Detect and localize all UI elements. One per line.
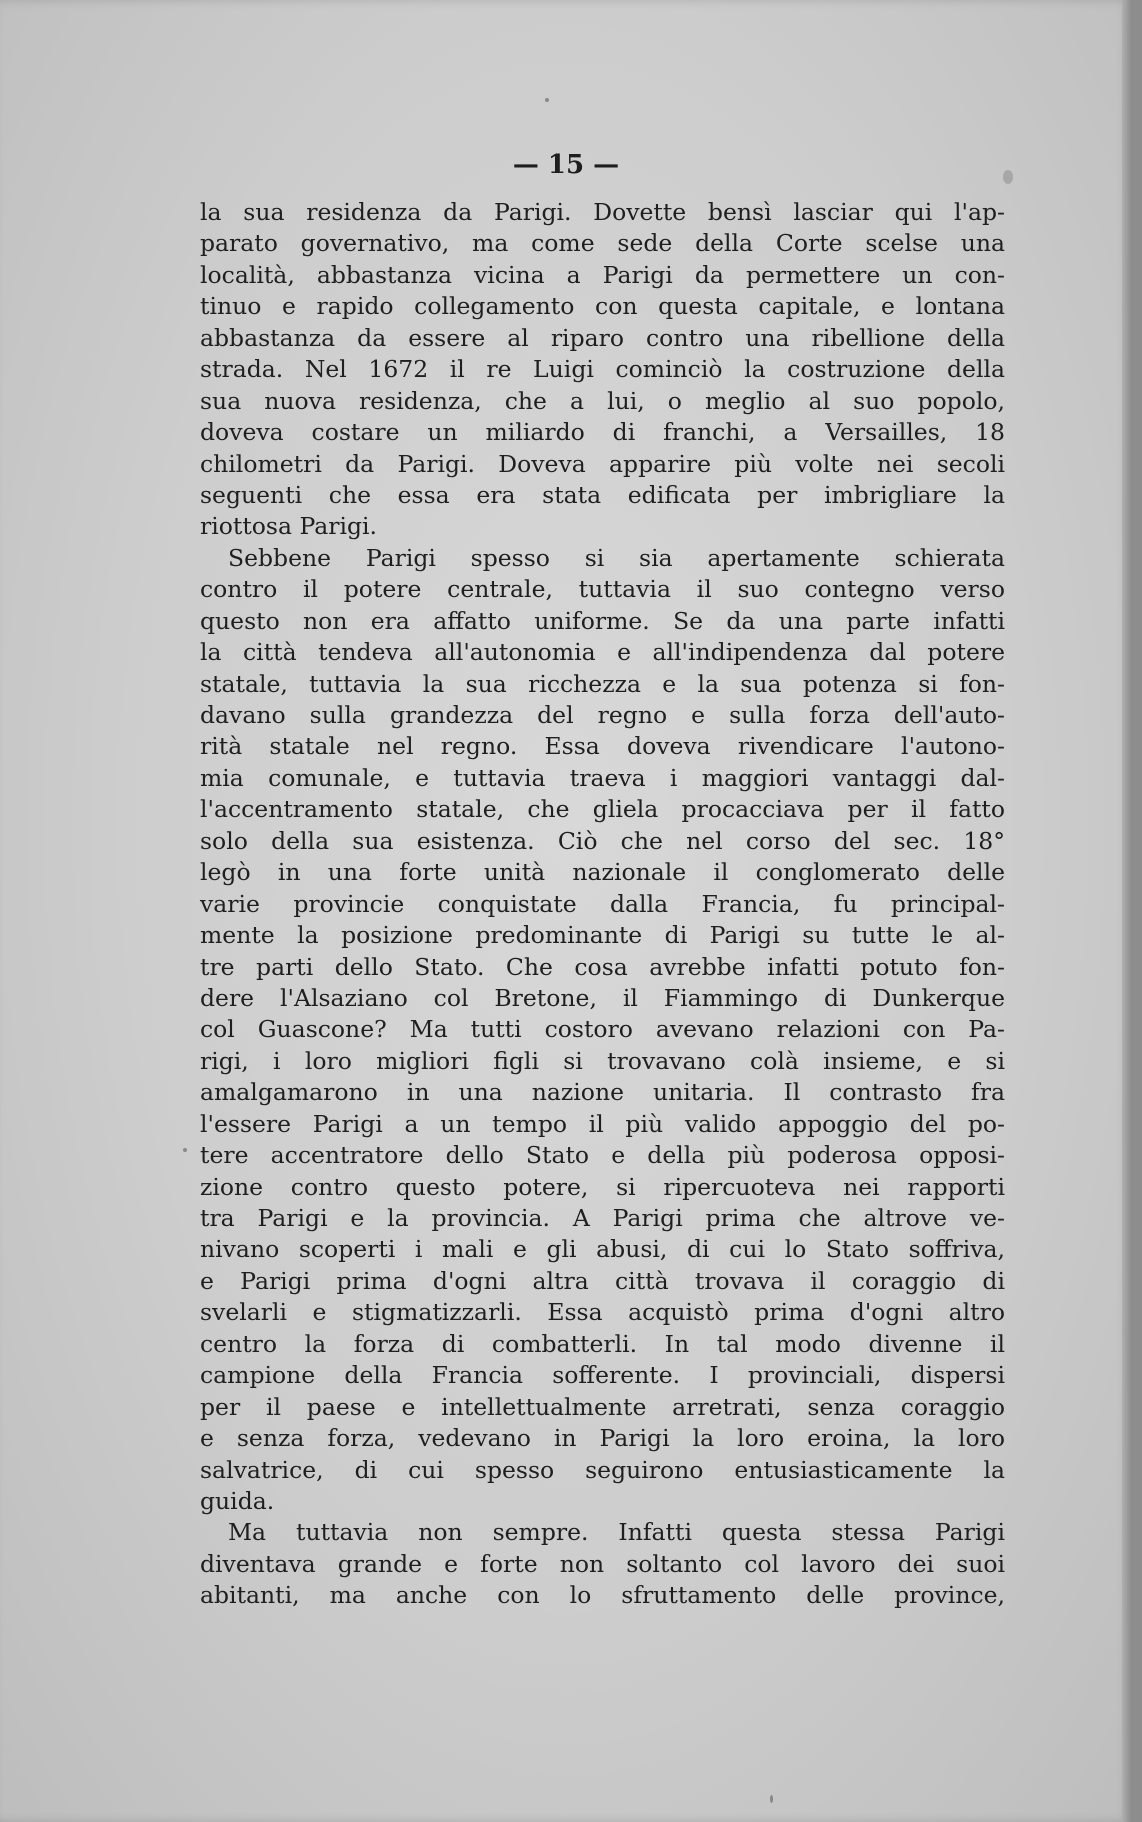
text-line: svelarli e stigmatizzarli. Essa acquistò prima d'ogni altro	[200, 1298, 1005, 1327]
text-line: la sua residenza da Parigi. Dovette bensì lasciar qui l'ap-	[200, 198, 1005, 226]
text-line: l'essere Parigi a un tempo il più valido appoggio del po-	[200, 1109, 1005, 1138]
paper-speck	[1003, 170, 1013, 184]
text-line: abbastanza da essere al riparo contro una ribellione della	[200, 323, 1005, 352]
text-line: riottosa Parigi.	[200, 512, 378, 541]
text-line: località, abbastanza vicina a Parigi da permettere un con-	[200, 260, 1005, 289]
text-line: dere l'Alsaziano col Bretone, il Fiammingo di Dunkerque	[200, 983, 1005, 1012]
text-line: Sebbene Parigi spesso si sia apertamente schierata	[228, 543, 1005, 572]
text-line: doveva costare un miliardo di franchi, a Versailles, 18	[200, 418, 1005, 447]
text-line: per il paese e intellettualmente arretrati, senza coraggio	[200, 1392, 1005, 1421]
text-line: abitanti, ma anche con lo sfruttamento delle province,	[200, 1581, 1005, 1610]
text-line: salvatrice, di cui spesso seguirono entusiasticamente la	[200, 1455, 1005, 1484]
text-line: tra Parigi e la provincia. A Parigi prima che altrove ve-	[200, 1204, 1005, 1232]
text-line: tere accentratore dello Stato e della più poderosa opposi-	[200, 1141, 1005, 1170]
text-line: varie provincie conquistate dalla Francia, fu principal-	[200, 889, 1005, 918]
text-line: rità statale nel regno. Essa doveva rivendicare l'autono-	[200, 732, 1005, 761]
page-edge	[1122, 0, 1132, 1822]
text-line: mia comunale, e tuttavia traeva i maggiori vantaggi dal-	[200, 763, 1005, 792]
text-line: e senza forza, vedevano in Parigi la loro eroina, la loro	[200, 1424, 1005, 1453]
text-line: seguenti che essa era stata edificata per imbrigliare la	[200, 480, 1005, 509]
paper-speck	[770, 1795, 773, 1803]
paper-speck	[183, 1148, 187, 1152]
text-line: l'accentramento statale, che gliela procacciava per il fatto	[200, 795, 1005, 824]
text-line: guida.	[200, 1486, 275, 1515]
text-line: solo della sua esistenza. Ciò che nel corso del sec. 18°	[200, 826, 1005, 855]
text-line: statale, tuttavia la sua ricchezza e la sua potenza si fon-	[200, 669, 1005, 698]
text-line: rigi, i loro migliori figli si trovavano colà insieme, e si	[200, 1046, 1005, 1075]
text-line: legò in una forte unità nazionale il conglomerato delle	[200, 858, 1005, 887]
text-line: chilometri da Parigi. Doveva apparire più volte nei secoli	[200, 449, 1005, 478]
text-line: col Guascone? Ma tutti costoro avevano relazioni con Pa-	[200, 1015, 1005, 1044]
paper-speck	[545, 98, 549, 102]
text-line: Ma tuttavia non sempre. Infatti questa stessa Parigi	[228, 1518, 1005, 1547]
text-line: questo non era affatto uniforme. Se da una parte infatti	[200, 606, 1005, 635]
text-line: campione della Francia sofferente. I provinciali, dispersi	[200, 1361, 1005, 1390]
text-line: tinuo e rapido collegamento con questa capitale, e lontana	[200, 292, 1005, 321]
body-text	[200, 197, 1005, 1612]
text-line: amalgamarono in una nazione unitaria. Il contrasto fra	[200, 1078, 1005, 1107]
text-line: parato governativo, ma come sede della Corte scelse una	[200, 229, 1005, 258]
text-line: centro la forza di combatterli. In tal modo divenne il	[200, 1329, 1005, 1358]
text-line: contro il potere centrale, tuttavia il suo contegno verso	[200, 575, 1005, 604]
text-line: diventava grande e forte non soltanto col lavoro dei suoi	[200, 1549, 1005, 1578]
text-line: e Parigi prima d'ogni altra città trovava il coraggio di	[200, 1266, 1005, 1295]
text-line: sua nuova residenza, che a lui, o meglio al suo popolo,	[200, 386, 1005, 415]
text-line: zione contro questo potere, si ripercuoteva nei rapporti	[200, 1172, 1005, 1201]
text-line: la città tendeva all'autonomia e all'indipendenza dal potere	[200, 638, 1005, 667]
text-line: strada. Nel 1672 il re Luigi cominciò la costruzione della	[200, 355, 1005, 384]
text-line: tre parti dello Stato. Che cosa avrebbe infatti potuto fon-	[200, 952, 1005, 981]
page-number: — 15 —	[512, 150, 620, 180]
text-line: mente la posizione predominante di Parigi su tutte le al-	[200, 921, 1005, 950]
text-line: nivano scoperti i mali e gli abusi, di cui lo Stato soffriva,	[200, 1235, 1005, 1264]
text-line: davano sulla grandezza del regno e sulla forza dell'auto-	[200, 701, 1005, 729]
